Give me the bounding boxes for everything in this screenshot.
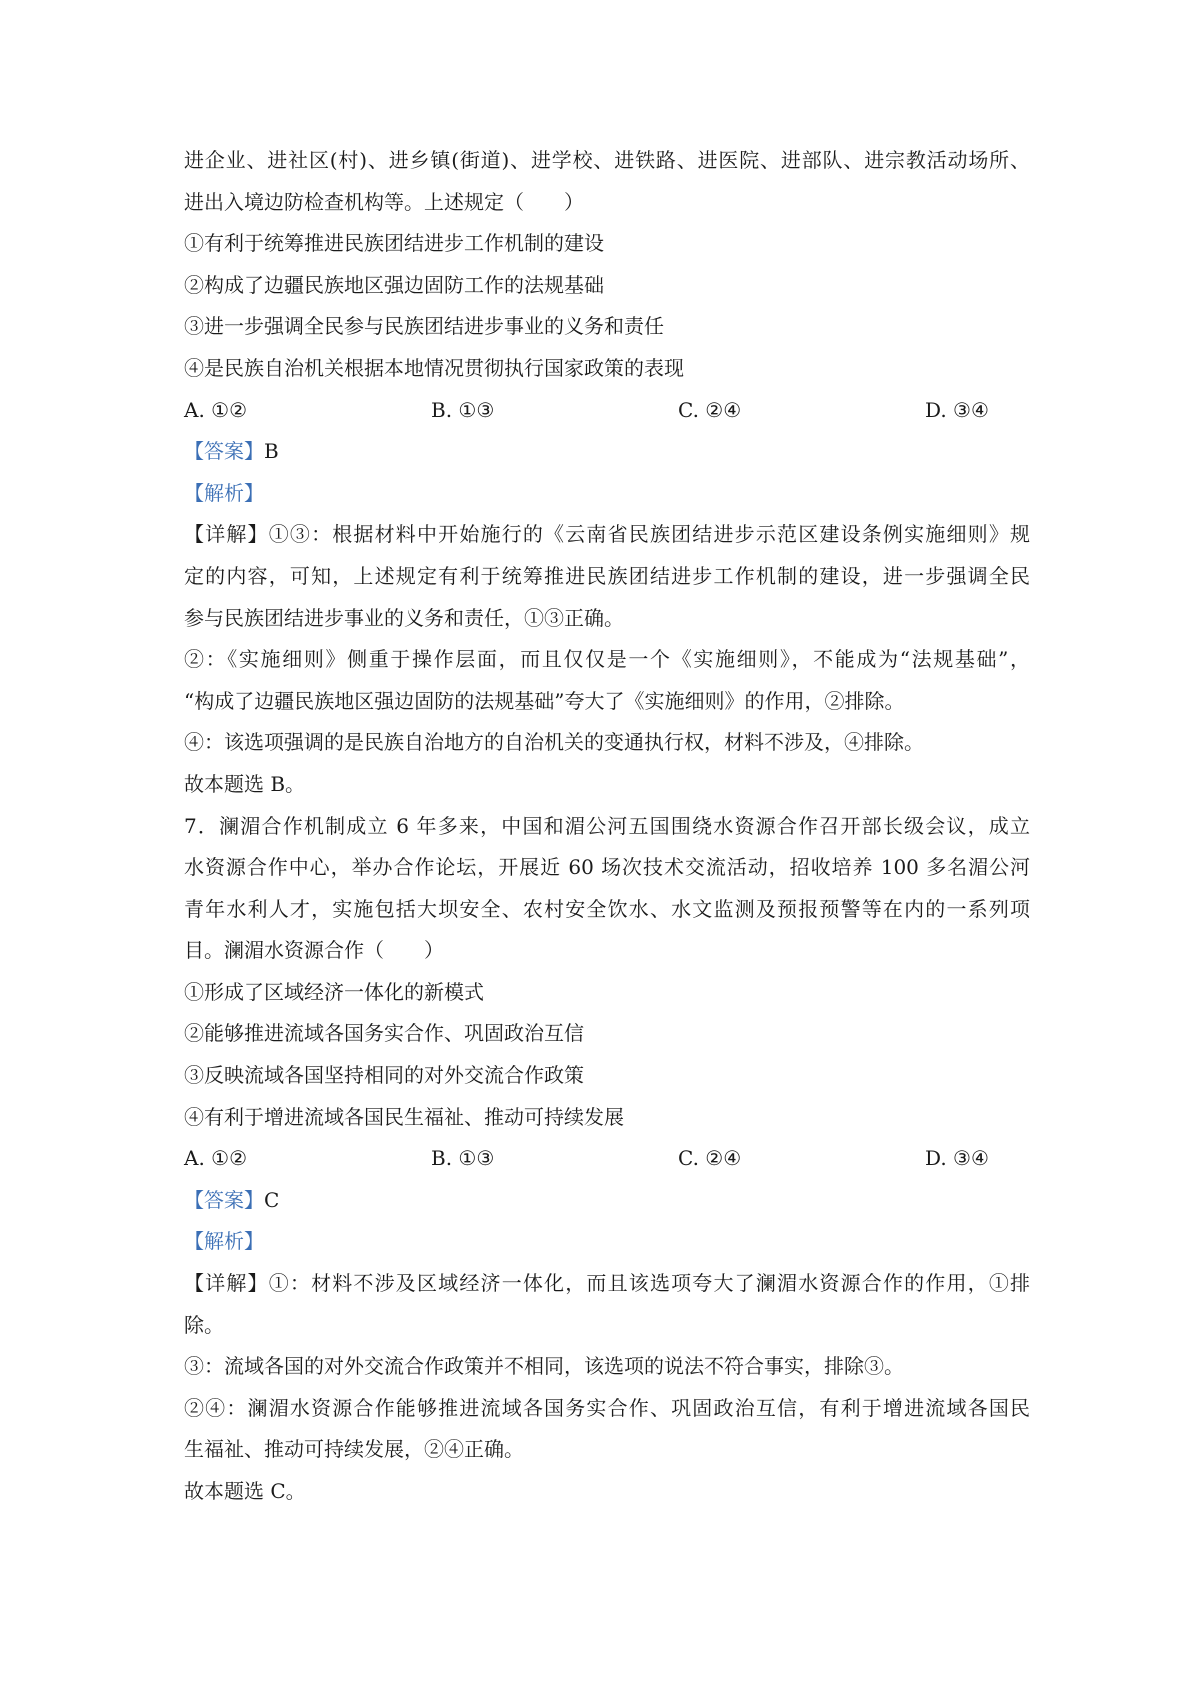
detail-tag: 【详解】 (184, 1271, 269, 1296)
answer-tag: 【答案】 (184, 1187, 264, 1212)
option-c: C. ②④ (678, 397, 742, 422)
statement-4: ④是民族自治机关根据本地情况贯彻执行国家政策的表现 (184, 355, 684, 380)
answer-options (184, 1138, 1030, 1180)
detail-tag: 【详解】 (184, 522, 269, 547)
detail-line (184, 1263, 1030, 1305)
statement-1: ①有利于统筹推进民族团结进步工作机制的建设 (184, 231, 604, 256)
analysis-line (184, 1221, 1030, 1263)
analysis-tag: 【解析】 (184, 1229, 264, 1254)
option-c: C. ②④ (678, 1146, 742, 1171)
option-b: B. ①③ (431, 1146, 495, 1171)
conclusion-line: 故本题选 C。 (184, 1479, 306, 1503)
question-stem-line: 进出入境边防检查机构等。上述规定（ ） (184, 189, 584, 214)
detail-line: ②④：澜湄水资源合作能够推进流域各国务实合作、巩固政治互信，有利于增进流域各国民 (184, 1395, 1030, 1420)
question-stem-line: 青年水利人才，实施包括大坝安全、农村安全饮水、水文监测及预报预警等在内的一系列项 (184, 896, 1030, 921)
detail-line: “构成了边疆民族地区强边固防的法规基础”夸大了《实施细则》的作用，②排除。 (184, 688, 905, 713)
question-stem-line: 进企业、进社区(村)、进乡镇(街道)、进学校、进铁路、进医院、进部队、进宗教活动场所、 (184, 148, 1030, 172)
option-d: D. ③④ (925, 1146, 989, 1171)
statement-3: ③反映流域各国坚持相同的对外交流合作政策 (184, 1063, 584, 1088)
detail-line: 参与民族团结进步事业的义务和责任，①③正确。 (184, 605, 624, 630)
analysis-line (184, 473, 1030, 515)
statement-1: ①形成了区域经济一体化的新模式 (184, 979, 484, 1004)
answer-tag: 【答案】 (184, 439, 264, 464)
detail-line: 定的内容，可知，上述规定有利于统筹推进民族团结进步工作机制的建设，进一步强调全民 (184, 563, 1030, 588)
option-a: A. ①② (184, 397, 248, 422)
question-stem-line: 7．澜湄合作机制成立 6 年多来，中国和湄公河五国围绕水资源合作召开部长级会议，成立 (184, 813, 1030, 838)
option-b: B. ①③ (431, 397, 495, 422)
detail-line: 除。 (184, 1312, 224, 1337)
statement-3: ③进一步强调全民参与民族团结进步事业的义务和责任 (184, 314, 664, 339)
question-stem-line: 目。澜湄水资源合作（ ） (184, 938, 444, 963)
detail-line (184, 514, 1030, 556)
detail-text: ①：材料不涉及区域经济一体化，而且该选项夸大了澜湄水资源合作的作用，①排 (268, 1271, 1030, 1296)
detail-line: 生福祉、推动可持续发展，②④正确。 (184, 1437, 524, 1462)
conclusion-line: 故本题选 B。 (184, 771, 306, 796)
statement-2: ②构成了边疆民族地区强边固防工作的法规基础 (184, 272, 604, 297)
option-a: A. ①② (184, 1146, 248, 1171)
statement-2: ②能够推进流域各国务实合作、巩固政治互信 (184, 1021, 584, 1046)
answer-options (184, 390, 1030, 432)
document-page (184, 140, 1030, 1513)
question-6 (184, 140, 1030, 806)
answer-line (184, 431, 1030, 473)
answer-value: B (264, 439, 279, 464)
detail-line: ②：《实施细则》侧重于操作层面，而且仅仅是一个《实施细则》，不能成为“法规基础”， (184, 647, 1030, 672)
option-d: D. ③④ (925, 397, 989, 422)
detail-line: ④：该选项强调的是民族自治地方的自治机关的变通执行权，材料不涉及，④排除。 (184, 730, 924, 755)
question-7 (184, 806, 1030, 1513)
statement-4: ④有利于增进流域各国民生福祉、推动可持续发展 (184, 1104, 624, 1129)
analysis-tag: 【解析】 (184, 480, 264, 505)
detail-text: ①③：根据材料中开始施行的《云南省民族团结进步示范区建设条例实施细则》规 (268, 522, 1030, 547)
detail-line: ③：流域各国的对外交流合作政策并不相同，该选项的说法不符合事实，排除③。 (184, 1354, 904, 1379)
answer-line (184, 1180, 1030, 1222)
answer-value: C (264, 1187, 280, 1212)
question-stem-line: 水资源合作中心，举办合作论坛，开展近 60 场次技术交流活动，招收培养 100 多名湄公河 (184, 855, 1030, 880)
